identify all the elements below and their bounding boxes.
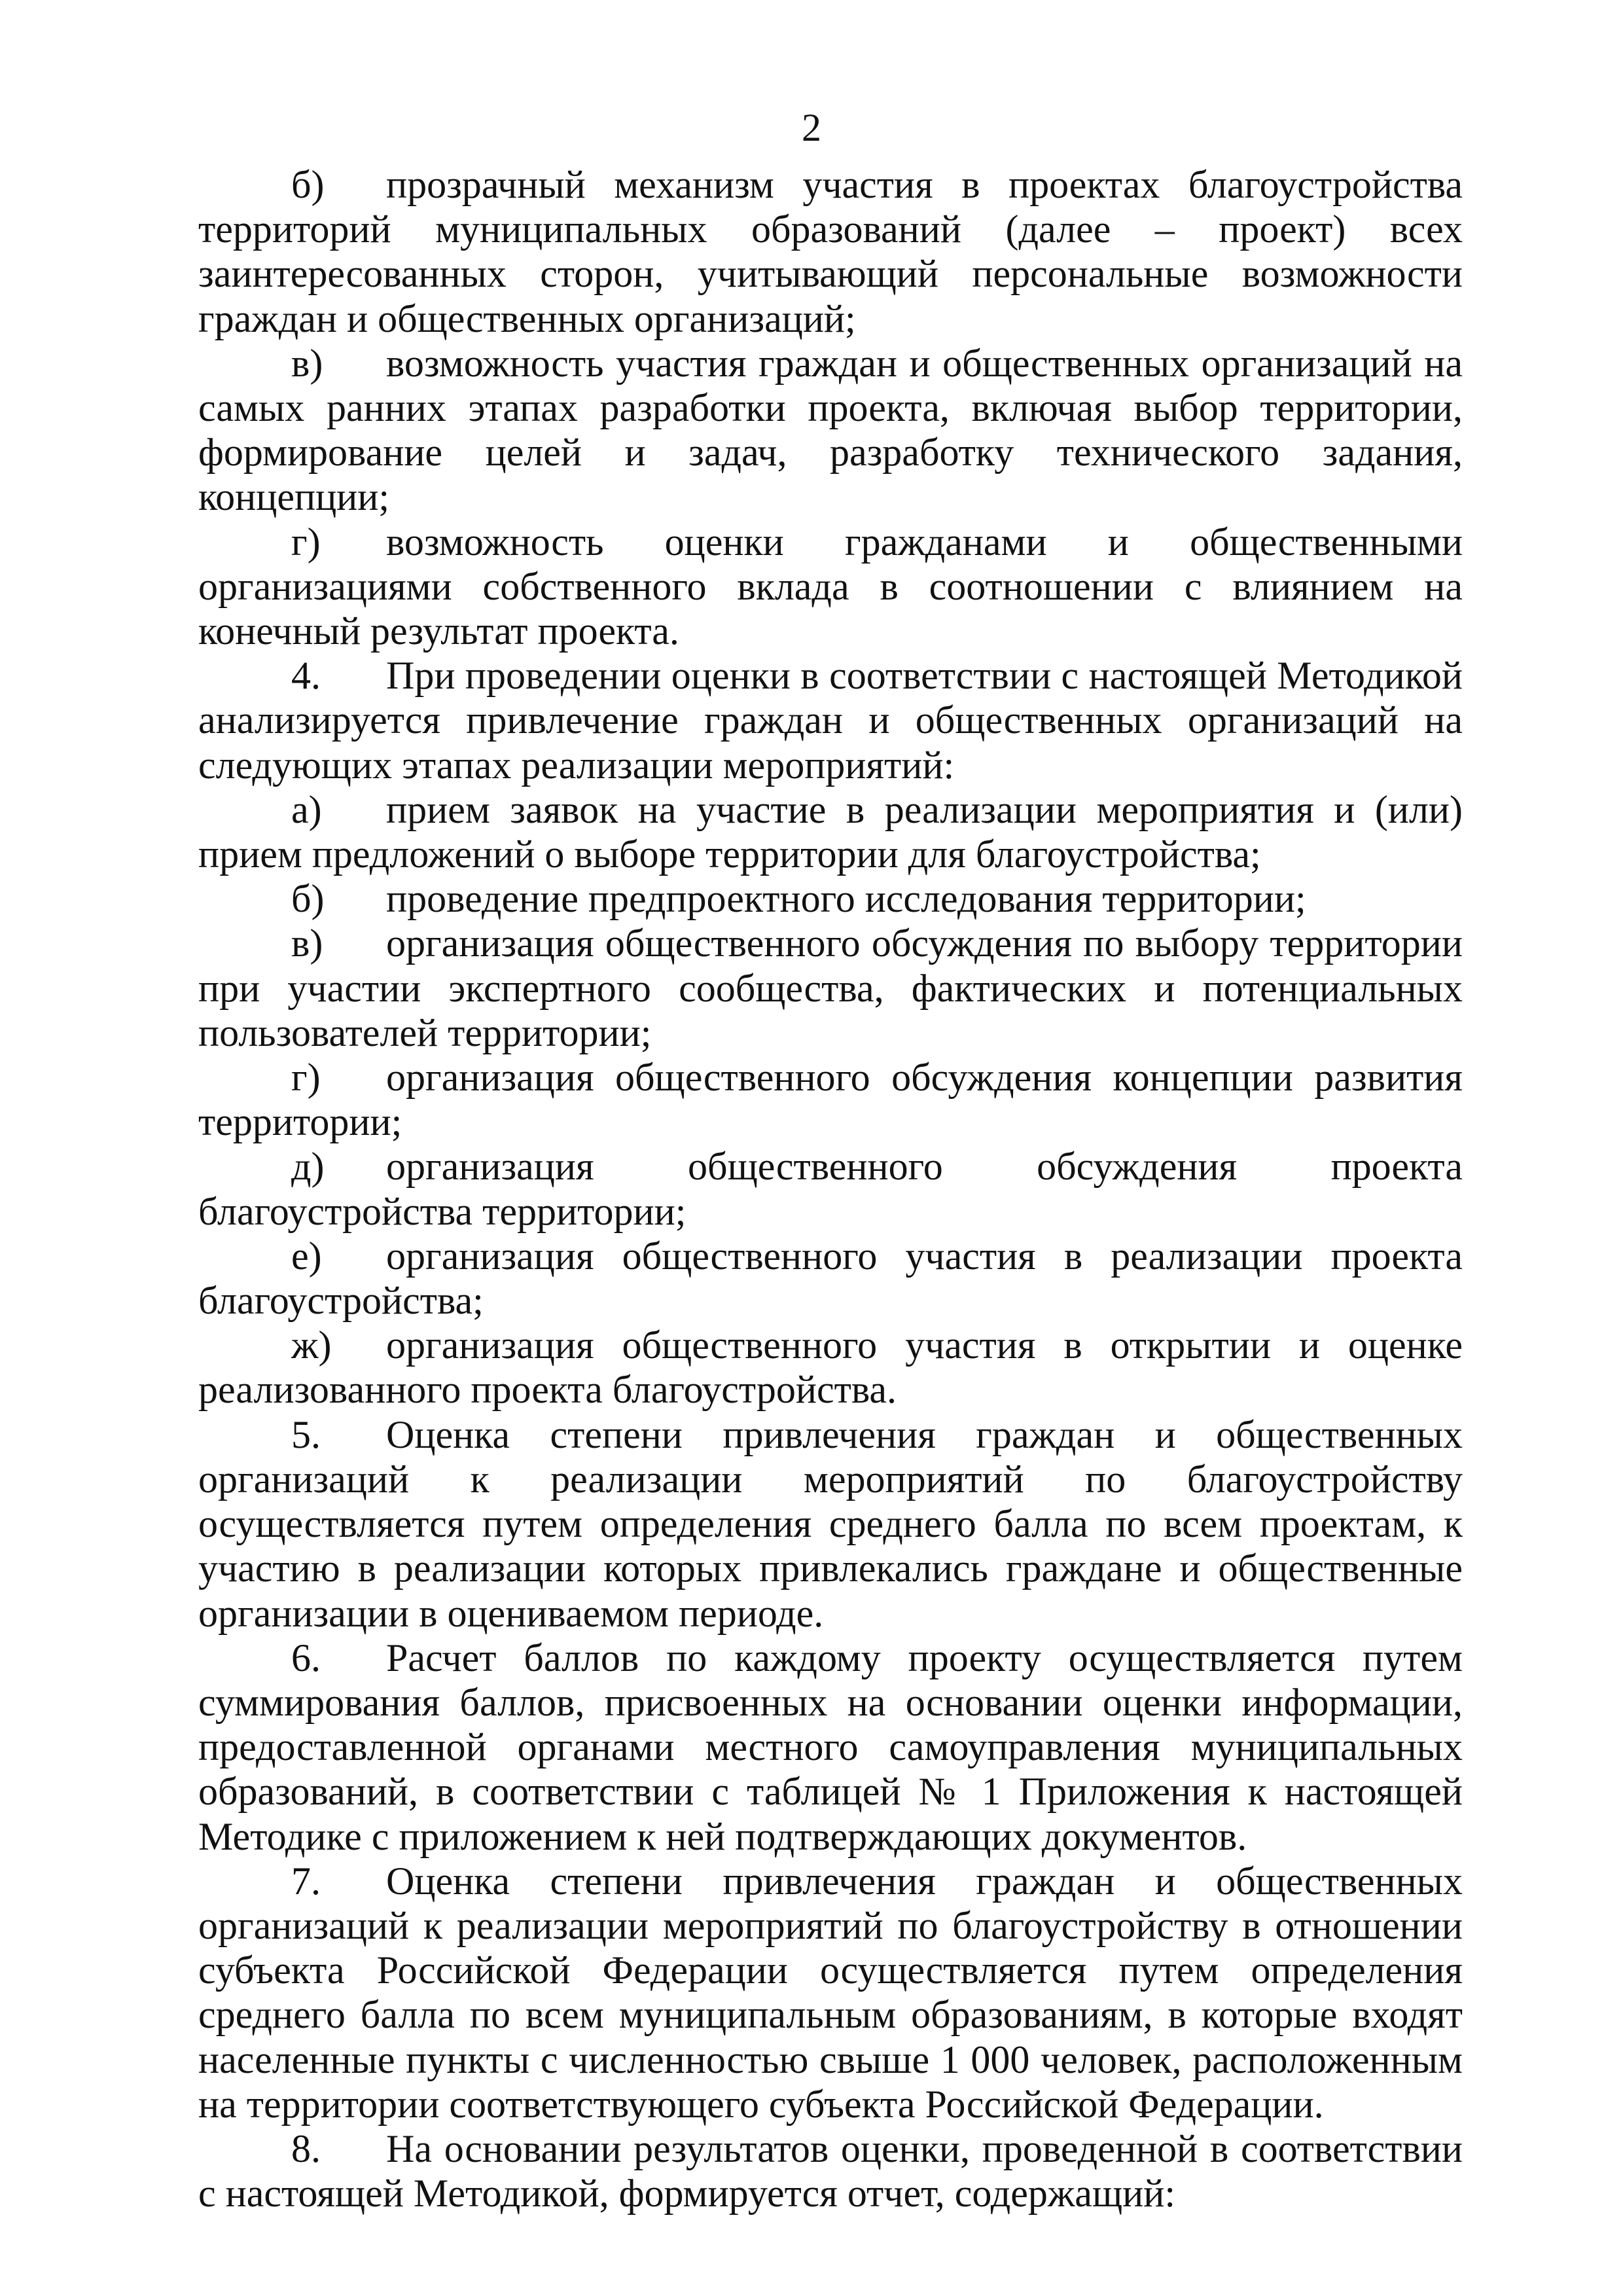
- item-marker: 6.: [291, 1636, 321, 1679]
- item-marker: 8.: [291, 2126, 321, 2170]
- paragraph-text: На основании результатов оценки, проведенной в соответствии с настоящей Методикой, формируется отчет, содержащий:: [198, 2126, 1463, 2215]
- paragraph-section-6: [198, 1636, 1463, 1859]
- item-marker: б): [291, 163, 325, 206]
- item-marker: 5.: [291, 1412, 321, 1456]
- paragraph-text: проведение предпроектного исследования территории;: [386, 877, 1306, 921]
- paragraph-item-e: [198, 1234, 1463, 1323]
- paragraph-text: Оценка степени привлечения граждан и общественных организаций к реализации мероприятий по благоустройству в отношении субъекта Российской Федерации осуществляется путем определения среднего балла по всем муниципальным образованиям, в которые входят населенные пункты с численностью свыше 1 000 человек, расположенным на территории соответствующего субъекта Российской Федерации.: [198, 1859, 1463, 2126]
- paragraph-text: организация общественного обсуждения концепции развития территории;: [198, 1056, 1463, 1144]
- paragraph-section-8: [198, 2126, 1463, 2215]
- item-marker: б): [291, 877, 325, 921]
- page-number: 2: [802, 106, 821, 149]
- paragraph-text: прием заявок на участие в реализации мероприятия и (или) прием предложений о выборе территории для благоустройства;: [198, 787, 1463, 876]
- paragraph-text: организация общественного обсуждения проекта благоустройства территории;: [198, 1145, 1463, 1233]
- paragraph-section-4: [198, 653, 1463, 787]
- item-marker: д): [291, 1145, 325, 1189]
- paragraph-item-d: [198, 1144, 1463, 1233]
- paragraph-section-5: [198, 1412, 1463, 1636]
- paragraph-text: организация общественного участия в открытии и оценке реализованного проекта благоустройства.: [198, 1323, 1463, 1412]
- paragraph-text: При проведении оценки в соответствии с настоящей Методикой анализируется привлечение граждан и общественных организаций на следующих этапах реализации мероприятий:: [198, 654, 1463, 787]
- item-marker: ж): [291, 1323, 332, 1367]
- paragraph-text: Оценка степени привлечения граждан и общественных организаций к реализации мероприятий по благоустройству осуществляется путем определения среднего балла по всем проектам, к участию в реализации которых привлекались граждане и общественные организации в оцениваемом периоде.: [198, 1412, 1463, 1635]
- item-marker: в): [291, 341, 323, 385]
- paragraph-item-v: [198, 341, 1463, 520]
- item-marker: а): [291, 787, 322, 831]
- paragraph-text: возможность участия граждан и общественных организаций на самых ранних этапах разработки проекта, включая выбор территории, формирование целей и задач, разработку технического задания, концепции;: [198, 341, 1463, 519]
- paragraph-item-zh: [198, 1323, 1463, 1412]
- document-body: [198, 162, 1463, 2215]
- item-marker: 7.: [291, 1859, 321, 1903]
- paragraph-item-b2: [198, 876, 1463, 921]
- paragraph-text: Расчет баллов по каждому проекту осуществляется путем суммирования баллов, присвоенных на основании оценки информации, предоставленной органами местного самоуправления муниципальных образований, в соответствии с таблицей № 1 Приложения к настоящей Методике с приложением к ней подтверждающих документов.: [198, 1636, 1463, 1858]
- item-marker: г): [291, 520, 321, 564]
- paragraph-item-a: [198, 787, 1463, 876]
- paragraph-text: организация общественного участия в реализации проекта благоустройства;: [198, 1234, 1463, 1323]
- item-marker: г): [291, 1056, 321, 1100]
- paragraph-item-g2: [198, 1055, 1463, 1144]
- item-marker: в): [291, 922, 323, 965]
- paragraph-item-v2: [198, 921, 1463, 1055]
- paragraph-text: организация общественного обсуждения по выбору территории при участии экспертного сообщества, фактических и потенциальных пользователей территории;: [198, 922, 1463, 1054]
- paragraph-text: прозрачный механизм участия в проектах благоустройства территорий муниципальных образований (далее – проект) всех заинтересованных сторон, учитывающий персональные возможности граждан и общественных организаций;: [198, 163, 1463, 340]
- item-marker: 4.: [291, 654, 321, 698]
- paragraph-section-7: [198, 1859, 1463, 2126]
- paragraph-item-b: [198, 162, 1463, 341]
- item-marker: е): [291, 1234, 322, 1278]
- paragraph-text: возможность оценки гражданами и общественными организациями собственного вклада в соотношении с влиянием на конечный результат проекта.: [198, 520, 1463, 653]
- paragraph-item-g: [198, 520, 1463, 654]
